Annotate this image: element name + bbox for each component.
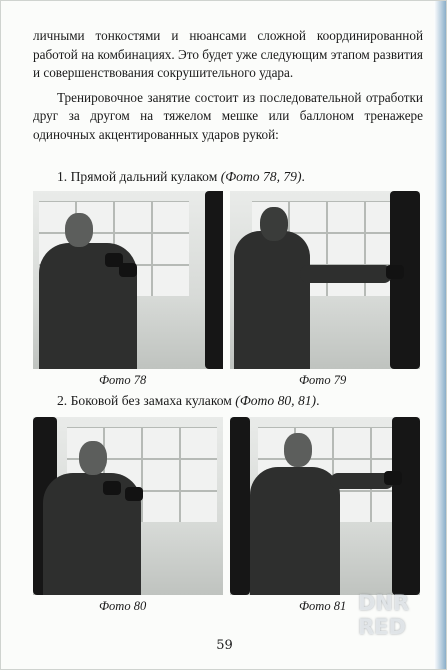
caption-photo-80: Фото 80: [99, 599, 147, 613]
list-item-2: [57, 393, 319, 409]
page-number: 59: [216, 638, 233, 653]
body-text: [33, 27, 423, 145]
list-item-1-end: .: [301, 169, 305, 184]
list-item-2-ref: (Фото 80, 81): [235, 393, 317, 408]
photo-79: [230, 191, 420, 369]
watermark-line-2: RED: [358, 615, 406, 639]
list-item-1-ref: (Фото 78, 79): [220, 169, 302, 184]
watermark-line-1: DNR: [358, 591, 410, 615]
photo-81: [230, 417, 420, 595]
list-item-2-end: .: [316, 393, 320, 408]
page-edge: [434, 1, 446, 669]
list-item-2-text: 2. Боковой без замаха кулаком: [57, 393, 236, 408]
photo-78: [33, 191, 223, 369]
paragraph-2: Тренировочное занятие состоит из последовательной отработки друг за другом на тяжелом мешке или баллоном тренажере одиночных акцентированных ударов рукой:: [33, 89, 423, 142]
caption-photo-79: Фото 79: [299, 373, 347, 387]
list-item-1: [57, 169, 305, 185]
paragraph-1: личными тонкостями и нюансами сложной координированной работой на комбинациях. Это будет уже следующим этапом развития и совершенствования сокрушительного удара.: [33, 28, 423, 81]
caption-photo-78: Фото 78: [99, 373, 147, 387]
list-item-1-text: 1. Прямой дальний кулаком: [57, 169, 221, 184]
caption-photo-81: Фото 81: [299, 599, 347, 613]
watermark-logo: [358, 591, 434, 639]
photo-80: [33, 417, 223, 595]
